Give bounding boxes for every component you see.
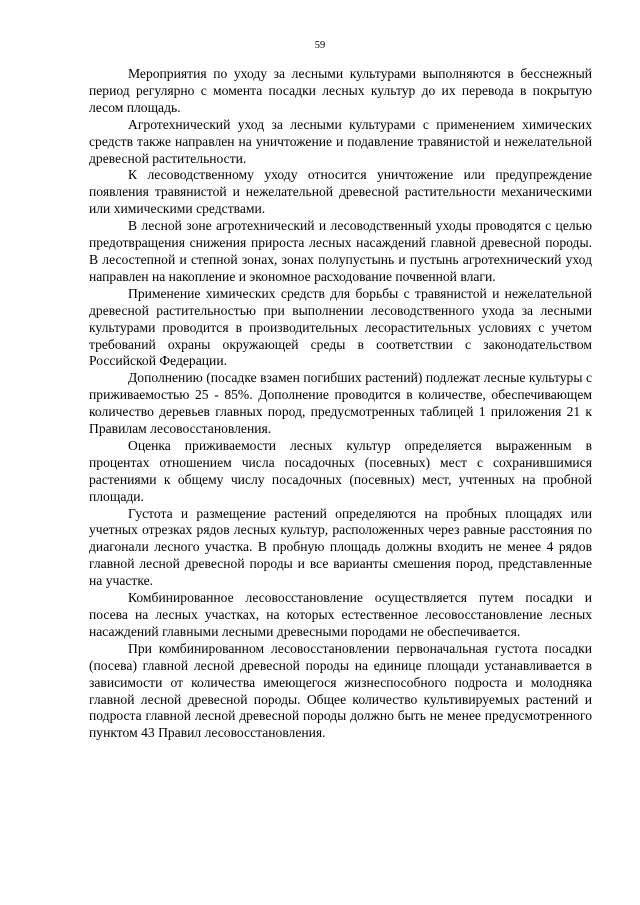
paragraph-1: Мероприятия по уходу за лесными культурами выполняются в бесснежный период регулярно с момента посадки лесных культур до их перевода в покрытую лесом площадь. xyxy=(89,66,592,115)
paragraph-5: Применение химических средств для борьбы с травянистой и нежелательной древесной растительностью при выполнении лесоводственного ухода за лесными культурами проводится в производительных лесорастительных условиях с учетом требований охраны окружающей среды в соответствии с законодательством Российской Федерации. xyxy=(89,285,592,369)
paragraph-2: Агротехнический уход за лесными культурами с применением химических средств также направлен на уничтожение и подавление травянистой и нежелательной древесной растительности. xyxy=(89,116,592,166)
paragraph-6: Дополнению (посадке взамен погибших растений) подлежат лесные культуры с приживаемостью 25 - 85%. Дополнение проводится в количестве, обеспечивающем количество деревьев главных пород, предусмотренных таблицей 1 приложения 21 к Правилам лесовосстановления. xyxy=(89,370,592,437)
page-number: 59 xyxy=(314,40,326,51)
paragraph-4: В лесной зоне агротехнический и лесоводственный уходы проводятся с целью предотвращения снижения прироста лесных насаждений главной древесной породы. В лесостепной и степной зонах, зонах полупустынь и пустынь агротехнический уход направлен на накопление и экономное расходование почвенной влаги. xyxy=(89,218,592,284)
paragraph-10: При комбинированном лесовосстановлении первоначальная густота посадки (посева) главной лесной древесной породы на единице площади устанавливается в зависимости от количества имеющегося жизнеспособного подроста и молодняка главной лесной древесной породы. Общее количество культивируемых растений и подроста главной лесной древесной породы должно быть не менее предусмотренного пунктом 43 Правил лесовосстановления. xyxy=(89,640,592,741)
paragraph-3: К лесоводственному уходу относится уничтожение или предупреждение появления травянистой и нежелательной древесной растительности механическими или химическими средствами. xyxy=(89,167,592,217)
paragraph-8: Густота и размещение растений определяются на пробных площадях или учетных отрезках рядов лесных культур, расположенных через равные расстояния по диагонали лесного участка. В пробную площадь должны входить не менее 4 рядов главной лесной древесной породы и все варианты смешения пород, представленные на участке. xyxy=(89,505,592,589)
paragraph-7: Оценка приживаемости лесных культур определяется выраженным в процентах отношением числа посадочных (посевных) мест с сохранившимися растениями к общему числу посадочных (посевных) мест, учтенных на пробной площади. xyxy=(89,437,592,504)
paragraph-9: Комбинированное лесовосстановление осуществляется путем посадки и посева на лесных участках, на которых естественное лесовосстановление лесных насаждений главными лесными древесными породами не обеспечивается. xyxy=(89,590,592,639)
body-text xyxy=(89,66,592,742)
